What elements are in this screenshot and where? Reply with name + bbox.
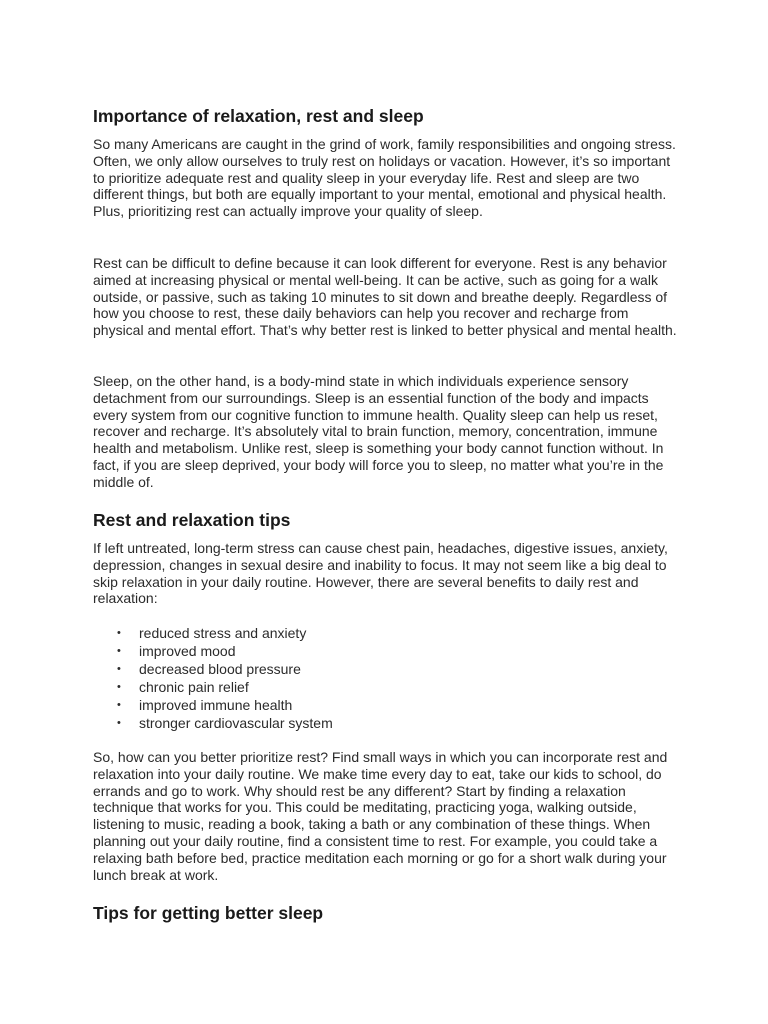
list-item: • reduced stress and anxiety	[117, 625, 307, 641]
paragraph-prioritize-rest: So, how can you better prioritize rest? Find small ways in which you can incorporate rest and relaxation into your daily routine. We make time every day to eat, take our kids to school, do errands and go to work. Why should rest be any different? Start by finding a relaxation technique that works for you. This could be meditating, practicing yoga, walking outside, listening to music, reading a book, taking a bath or any combination of these things. When planning out your daily routine, find a consistent time to rest. For example, you could take a relaxing bath before bed, practice meditation each morning or go for a short walk during your lunch break at work.	[93, 749, 668, 883]
section-heading-sleep-tips: Tips for getting better sleep	[93, 903, 324, 923]
list-item: • chronic pain relief	[117, 678, 249, 695]
paragraph-sleep-definition: Sleep, on the other hand, is a body-mind state in which individuals experience sensory detachment from our surroundings. Sleep is an essential function of the body and impacts every system from our cognitive function to immune health. Quality sleep can help us reset, recover and recharge. It’s absolutely vital to brain function, memory, concentration, immune health and metabolism. Unlike rest, sleep is something your body cannot function without. In fact, if you are sleep deprived, your body will force you to sleep, no matter what you’re in the middle of.	[93, 373, 664, 490]
bullet-icon: •	[117, 644, 121, 657]
list-item: • decreased blood pressure	[117, 660, 301, 677]
benefits-list	[93, 625, 681, 732]
paragraph-intro: So many Americans are caught in the grind of work, family responsibilities and ongoing stress. Often, we only allow ourselves to truly rest on holidays or vacation. However, it’s so important to prioritize adequate rest and quality sleep in your everyday life. Rest and sleep are two different things, but both are equally important to your mental, emotional and physical health. Plus, prioritizing rest can actually improve your quality of sleep.	[93, 136, 676, 220]
section-heading-importance: Importance of relaxation, rest and sleep	[93, 106, 424, 126]
bullet-icon: •	[117, 716, 121, 729]
list-item: • improved immune health	[117, 696, 293, 713]
section-heading-rest-tips: Rest and relaxation tips	[93, 510, 291, 530]
bullet-icon: •	[117, 698, 121, 711]
paragraph-rest-definition: Rest can be difficult to define because it can look different for everyone. Rest is any behavior aimed at increasing physical or mental well-being. It can be active, such as going for a walk outside, or passive, such as taking 10 minutes to sit down and breathe deeply. Regardless of how you choose to rest, these daily behaviors can help you recover and recharge from physical and mental effort. That’s why better rest is linked to better physical and mental health.	[93, 255, 677, 339]
list-item: • stronger cardiovascular system	[117, 714, 333, 731]
list-item: • improved mood	[117, 642, 236, 659]
bullet-icon: •	[117, 662, 121, 675]
paragraph-stress-effects: If left untreated, long-term stress can cause chest pain, headaches, digestive issues, anxiety, depression, changes in sexual desire and inability to focus. It may not seem like a big deal to skip relaxation in your daily routine. However, there are several benefits to daily rest and relaxation:	[93, 540, 668, 607]
bullet-icon: •	[117, 680, 121, 693]
bullet-icon: •	[117, 627, 121, 639]
